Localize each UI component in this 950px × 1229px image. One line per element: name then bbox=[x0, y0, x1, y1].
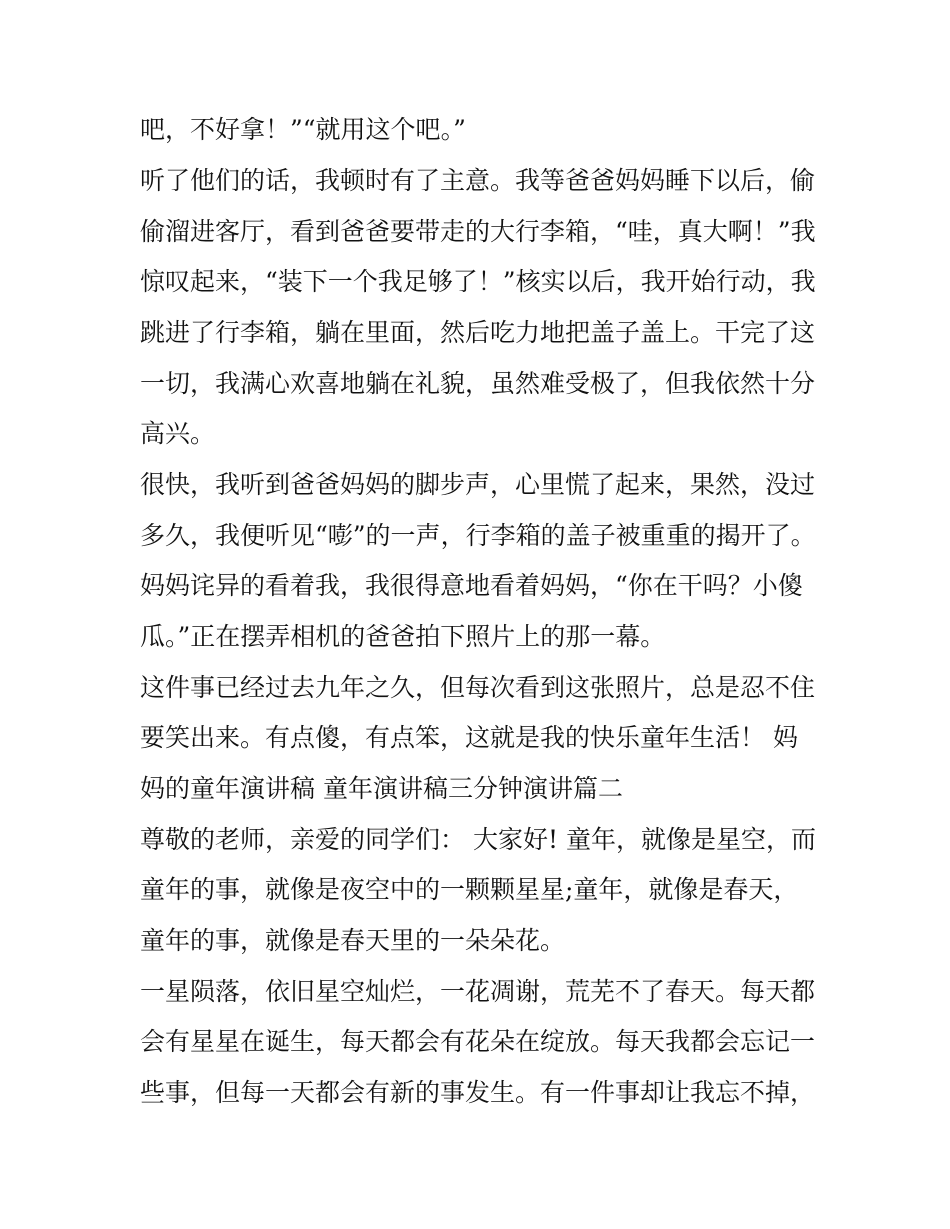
text-line: 童年的事，就像是夜空中的一颗颗星星;童年，就像是春天， bbox=[140, 875, 799, 904]
text-line: 会有星星在诞生，每天都会有花朵在绽放。每天我都会忘记一 bbox=[140, 1027, 816, 1056]
text-line: 吧，不好拿！”“就用这个吧。” bbox=[140, 115, 466, 144]
text-line: 这件事已经过去九年之久，但每次看到这张照片，总是忍不住 bbox=[140, 673, 816, 702]
text-line: 偷溜进客厅，看到爸爸要带走的大行李箱，“哇，真大啊！”我 bbox=[140, 217, 816, 246]
text-line: 多久，我便听见“嘭”的一声，行李箱的盖子被重重的揭开了。 bbox=[140, 521, 816, 550]
text-line: 一切，我满心欢喜地躺在礼貌，虽然难受极了，但我依然十分 bbox=[140, 369, 816, 398]
text-line: 妈妈诧异的看着我，我很得意地看着妈妈，“你在干吗？小傻 bbox=[140, 571, 803, 600]
text-line: 妈的童年演讲稿 童年演讲稿三分钟演讲篇二 bbox=[140, 774, 623, 803]
text-line: 很快，我听到爸爸妈妈的脚步声，心里慌了起来，果然，没过 bbox=[140, 470, 816, 499]
text-line: 惊叹起来，“装下一个我足够了！”核实以后，我开始行动，我 bbox=[140, 267, 816, 296]
text-line: 听了他们的话，我顿时有了主意。我等爸爸妈妈睡下以后，偷 bbox=[140, 166, 816, 195]
text-line: 童年的事，就像是春天里的一朵朵花。 bbox=[140, 926, 566, 955]
text-line: 尊敬的老师，亲爱的同学们： 大家好! 童年，就像是星空，而 bbox=[140, 825, 816, 854]
text-line: 高兴。 bbox=[140, 419, 216, 448]
text-line: 些事，但每一天都会有新的事发生。有一件事却让我忘不掉， bbox=[140, 1078, 816, 1107]
text-line: 瓜。”正在摆弄相机的爸爸拍下照片上的那一幕。 bbox=[140, 622, 666, 651]
text-line: 跳进了行李箱，躺在里面，然后吃力地把盖子盖上。干完了这 bbox=[140, 318, 816, 347]
text-line: 要笑出来。有点傻，有点笨，这就是我的快乐童年生活！ 妈 bbox=[140, 723, 798, 752]
text-line: 一星陨落，依旧星空灿烂，一花凋谢，荒芜不了春天。每天都 bbox=[140, 977, 816, 1006]
